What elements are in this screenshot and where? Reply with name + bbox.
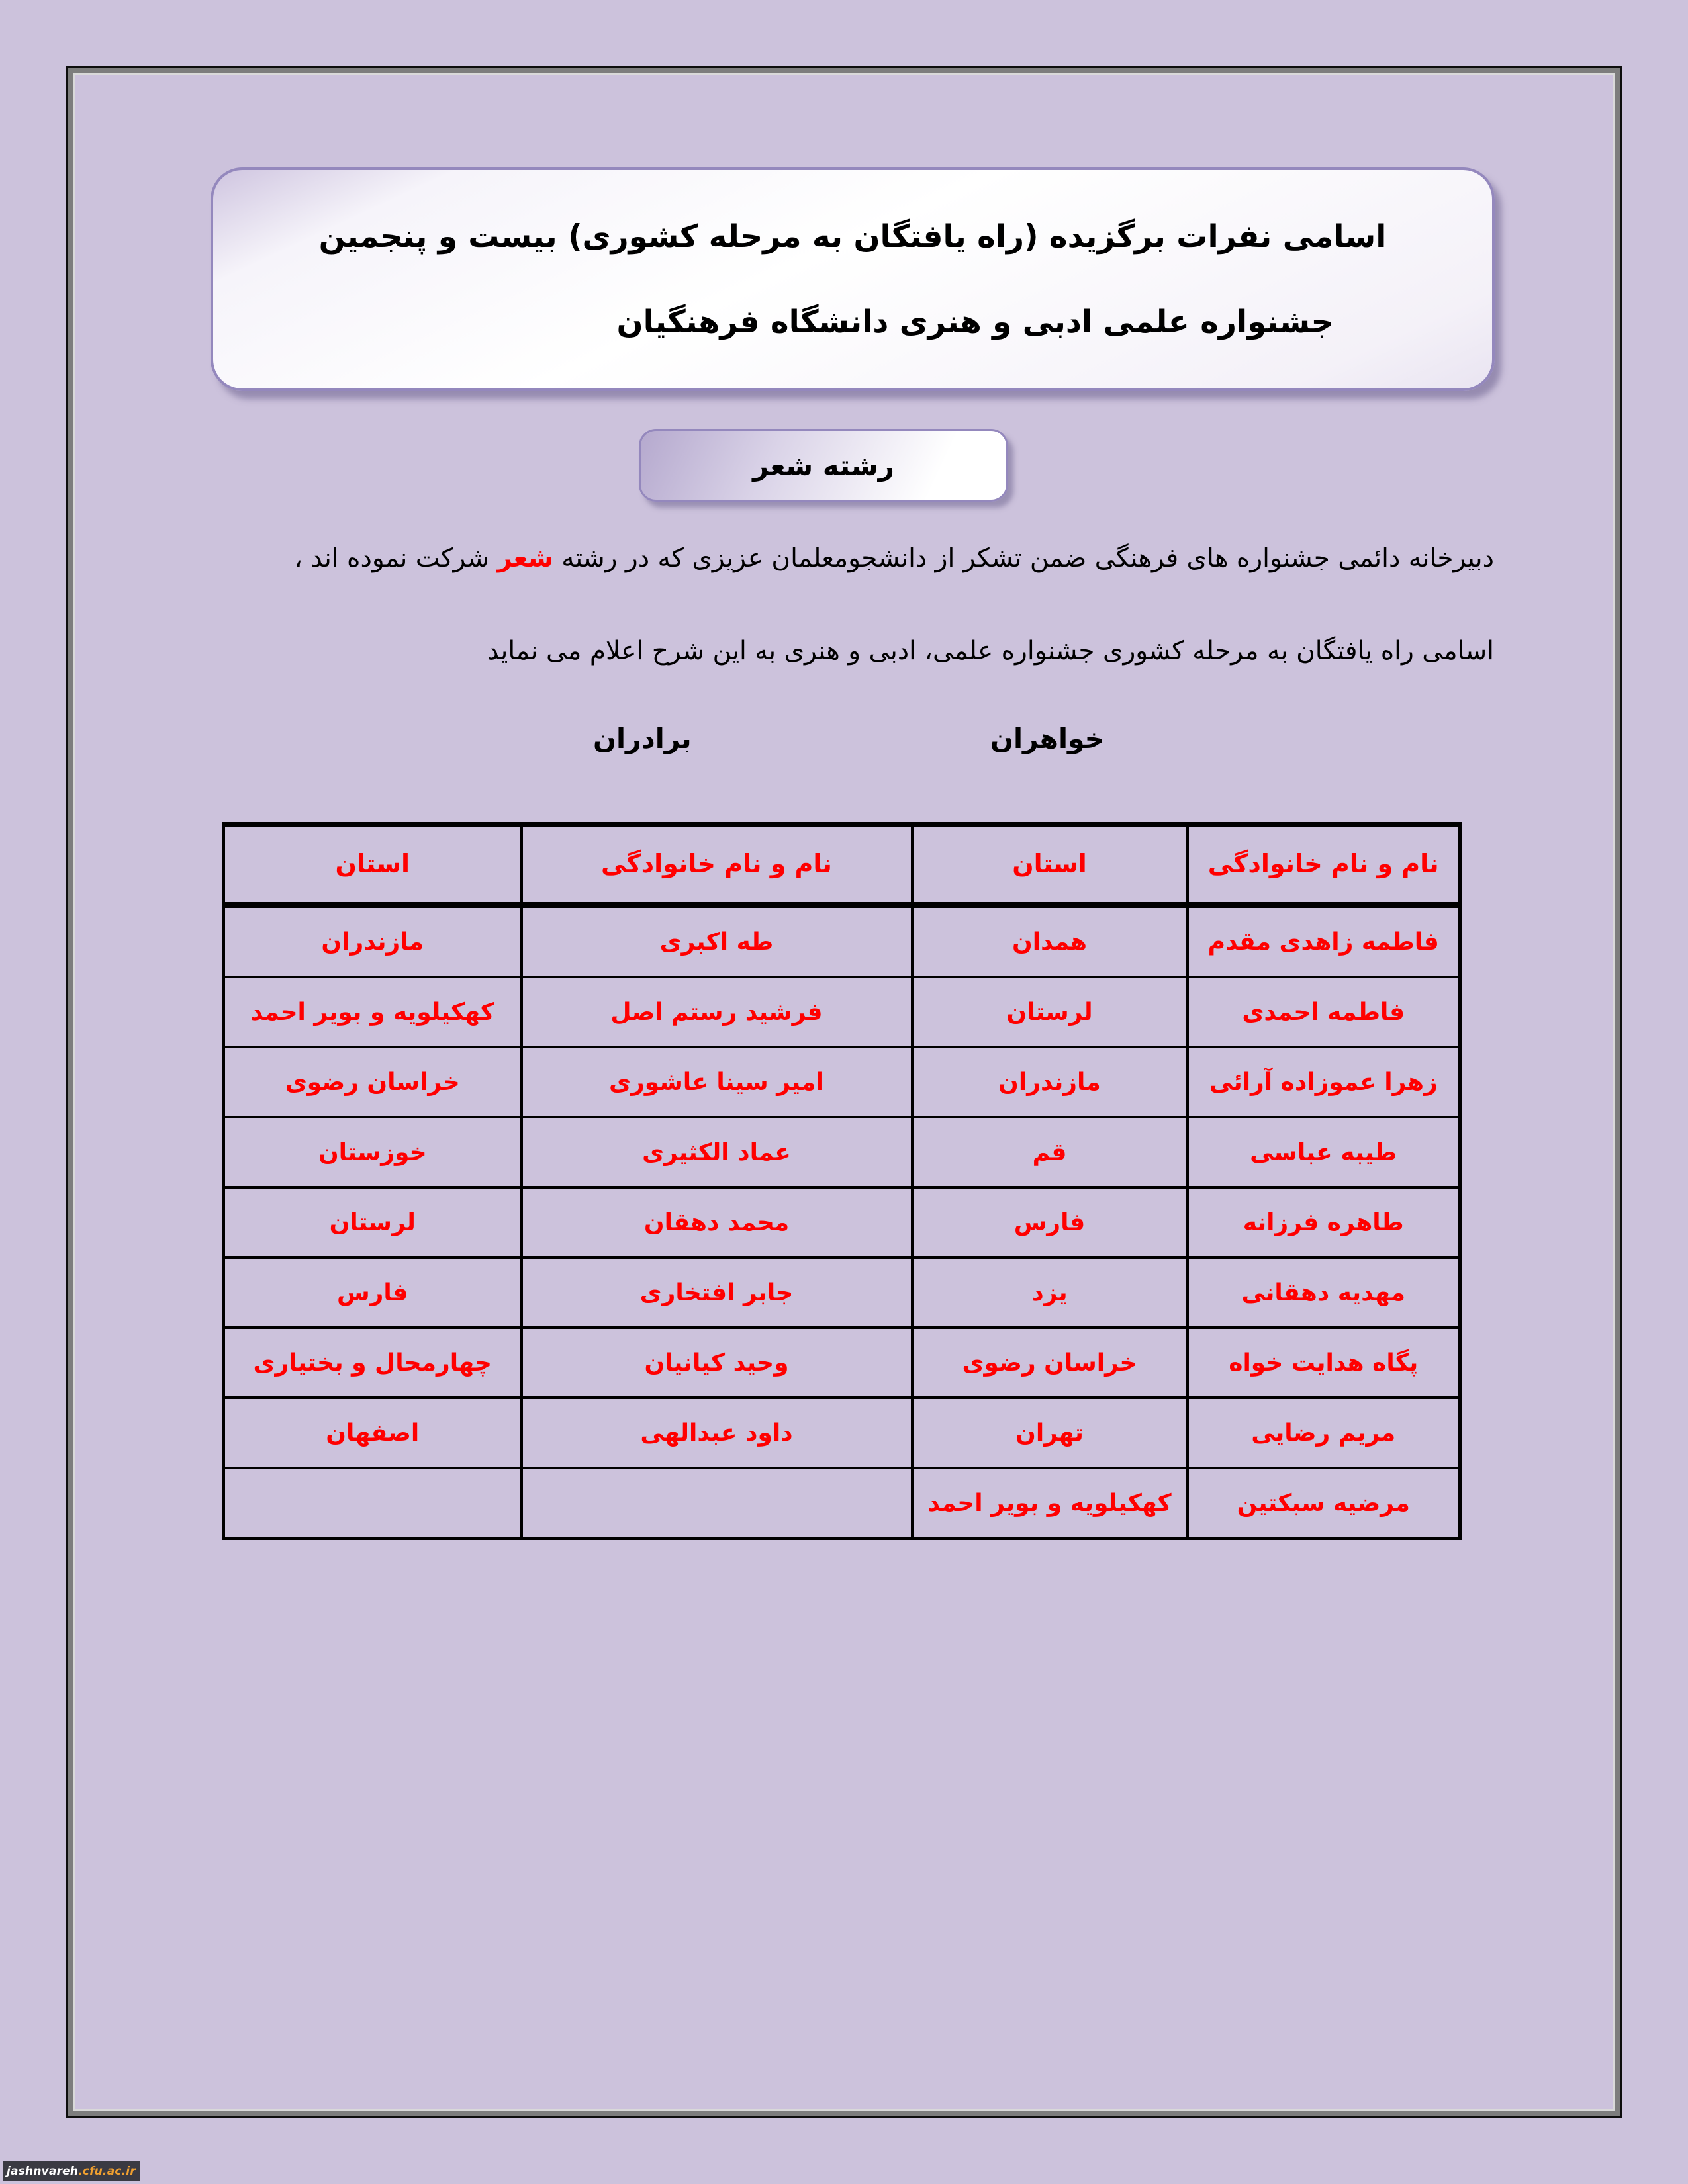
table-cell: چهارمحال و بختیاری xyxy=(224,1328,522,1398)
table-cell: طاهره فرزانه xyxy=(1188,1187,1460,1257)
title-line-1: اسامی نفرات برگزیده (راه یافتگان به مرحله کشوری) بیست و پنجمین xyxy=(318,218,1387,255)
results-table-body xyxy=(224,905,1460,1539)
table-cell: فرشید رستم اصل xyxy=(522,977,912,1047)
table-cell: فارس xyxy=(912,1187,1188,1257)
table-row xyxy=(224,1187,1460,1257)
table-cell: اصفهان xyxy=(224,1398,522,1468)
page-frame xyxy=(66,66,1622,2118)
table-cell: خوزستان xyxy=(224,1117,522,1187)
table-row xyxy=(224,1398,1460,1468)
group-labels xyxy=(75,723,1613,762)
table-cell: مازندران xyxy=(912,1047,1188,1117)
field-banner xyxy=(639,429,1008,502)
table-cell xyxy=(224,1468,522,1539)
intro-line-1-tail: شرکت نموده اند ، xyxy=(294,543,498,573)
watermark-site: jashnvareh xyxy=(7,2165,79,2178)
sisters-label: خواهران xyxy=(990,723,1105,754)
table-cell: محمد دهقان xyxy=(522,1187,912,1257)
field-banner-label: رشته شعر xyxy=(753,449,894,482)
table-cell: زهرا عموزاده آرائی xyxy=(1188,1047,1460,1117)
table-cell: کهکیلویه و بویر احمد xyxy=(224,977,522,1047)
table-cell: قم xyxy=(912,1117,1188,1187)
table-cell: طیبه عباسی xyxy=(1188,1117,1460,1187)
table-cell: کهکیلویه و بویر احمد xyxy=(912,1468,1188,1539)
table-cell: لرستان xyxy=(224,1187,522,1257)
table-row xyxy=(224,1328,1460,1398)
table-cell: لرستان xyxy=(912,977,1188,1047)
table-row xyxy=(224,1117,1460,1187)
table-cell: مهدیه دهقانی xyxy=(1188,1257,1460,1328)
brothers-label: برادران xyxy=(593,723,692,754)
intro-line-1 xyxy=(263,512,1494,605)
table-cell: طه اکبری xyxy=(522,905,912,978)
table-row xyxy=(224,1047,1460,1117)
table-cell: مریم رضایی xyxy=(1188,1398,1460,1468)
field-name-highlight: شعر xyxy=(497,543,553,573)
table-cell: عماد الکثیری xyxy=(522,1117,912,1187)
watermark xyxy=(3,2161,140,2181)
title-banner xyxy=(211,167,1495,391)
table-cell: یزد xyxy=(912,1257,1188,1328)
intro-line-1-text: دبیرخانه دائمی جشنواره های فرهنگی ضمن تشکر از دانشجومعلمان عزیزی که در رشته xyxy=(553,543,1494,573)
table-cell: همدان xyxy=(912,905,1188,978)
table-header-row xyxy=(224,825,1460,905)
table-header-cell: استان xyxy=(224,825,522,905)
table-header-cell: استان xyxy=(912,825,1188,905)
table-header-cell: نام و نام خانوادگی xyxy=(522,825,912,905)
table-cell: خراسان رضوی xyxy=(912,1328,1188,1398)
table-row xyxy=(224,905,1460,978)
intro-line-2: اسامی راه یافتگان به مرحله کشوری جشنواره علمی، ادبی و هنری به این شرح اعلام می نماید xyxy=(487,636,1494,666)
watermark-domain: .cfu.ac.ir xyxy=(78,2165,136,2178)
table-cell: امیر سینا عاشوری xyxy=(522,1047,912,1117)
table-cell: تهران xyxy=(912,1398,1188,1468)
table-row xyxy=(224,977,1460,1047)
table-cell: فارس xyxy=(224,1257,522,1328)
table-header-cell: نام و نام خانوادگی xyxy=(1188,825,1460,905)
table-cell: مرضیه سبکتین xyxy=(1188,1468,1460,1539)
page-content xyxy=(75,75,1613,2109)
intro-paragraph xyxy=(263,512,1494,698)
table-cell: مازندران xyxy=(224,905,522,978)
table-cell: خراسان رضوی xyxy=(224,1047,522,1117)
results-table xyxy=(222,822,1462,1540)
table-row xyxy=(224,1468,1460,1539)
title-line-2: جشنواره علمی ادبی و هنری دانشگاه فرهنگیان xyxy=(616,303,1334,340)
table-row xyxy=(224,1257,1460,1328)
table-cell: وحید کیانیان xyxy=(522,1328,912,1398)
table-cell: داود عبدالهی xyxy=(522,1398,912,1468)
table-cell: فاطمه احمدی xyxy=(1188,977,1460,1047)
table-cell: فاطمه زاهدی مقدم xyxy=(1188,905,1460,978)
table-cell: جابر افتخاری xyxy=(522,1257,912,1328)
table-cell xyxy=(522,1468,912,1539)
table-cell: پگاه هدایت خواه xyxy=(1188,1328,1460,1398)
